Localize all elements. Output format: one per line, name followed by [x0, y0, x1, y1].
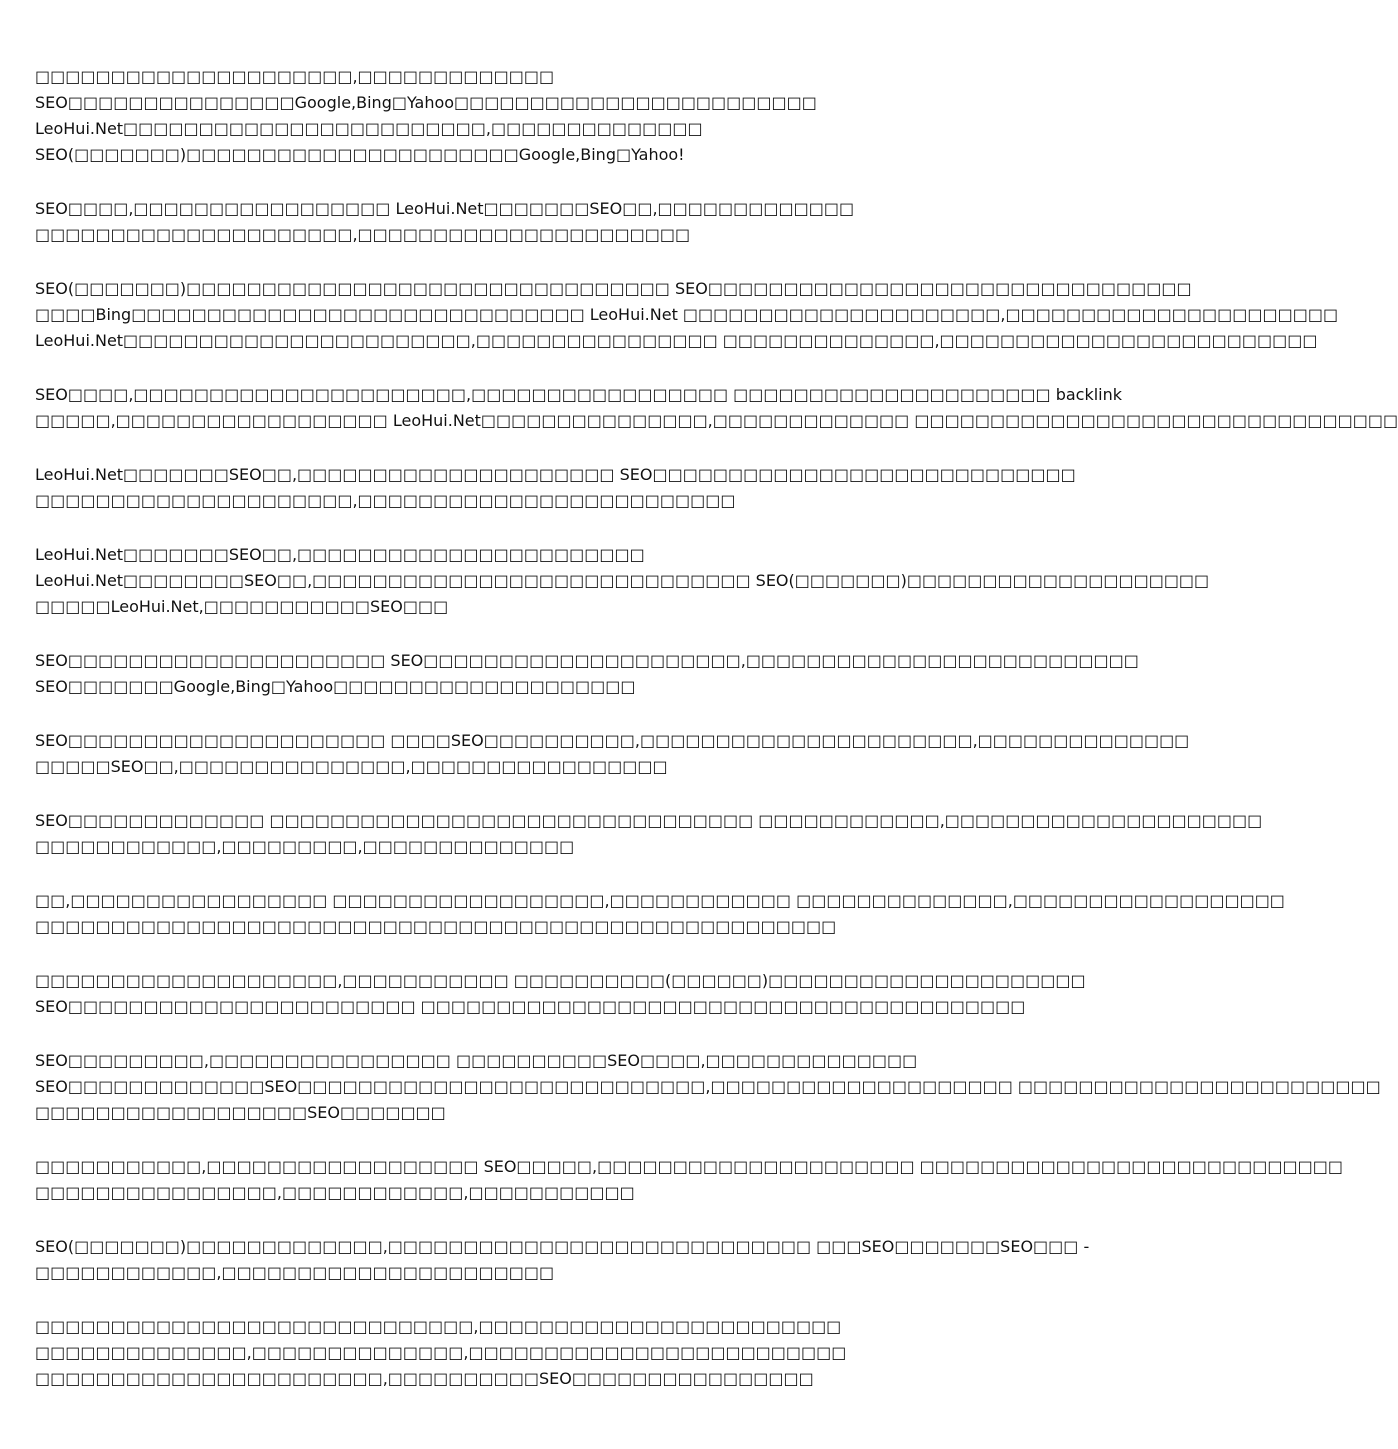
text-line: SEO(□□□□□□□)□□□□□□□□□□□□□□□□□□□□□□□□□□□□□□□□ SEO□□□□□□□□□□□□□□□□□□□□□□□□□□□□□□□□: [35, 279, 1192, 298]
text-line: SEO□□□□□□□□□□□□□□□□□□□□□ □□□□SEO□□□□□□□□□□,□□□□□□□□□□□□□□□□□□□□□□,□□□□□□□□□□□□□□: [35, 731, 1190, 750]
text-line: SEO(□□□□□□□)□□□□□□□□□□□□□□□□□□□□□□Google,Bing□Yahoo!: [35, 145, 685, 164]
text-line: □□□□□□□□□□□□□□,□□□□□□□□□□□□□□,□□□□□□□□□□□□□□□□□□□□□□□□□: [35, 1343, 847, 1362]
paragraph-5: [35, 462, 1076, 514]
text-line: □□□□□□□□□□□□□□□□□□□□□,□□□□□□□□□□□□□□□□□□□□□□□□□: [35, 491, 736, 510]
text-line: SEO□□□□□□□□□,□□□□□□□□□□□□□□□□ □□□□□□□□□□SEO□□□□,□□□□□□□□□□□□□□: [35, 1051, 918, 1070]
paragraph-1: [35, 64, 984, 168]
text-line: LeoHui.Net□□□□□□□□SEO□□,□□□□□□□□□□□□□□□□□□□□□□□□□□□□□ SEO(□□□□□□□)□□□□□□□□□□□□□□□□□□□□: [35, 571, 1210, 590]
text-line: LeoHui.Net□□□□□□□SEO□□,□□□□□□□□□□□□□□□□□□□□□□□: [35, 545, 645, 564]
text-line: SEO□□□□□□□□□□□□□□□□□□□□□□□ □□□□□□□□□□□□□□□□□□□□□□□□□□□□□□□□□□□□□□□□: [35, 997, 1026, 1016]
text-line: LeoHui.Net□□□□□□□SEO□□,□□□□□□□□□□□□□□□□□□□□□ SEO□□□□□□□□□□□□□□□□□□□□□□□□□□□□: [35, 465, 1076, 484]
text-line: □□□□□□□□□□□□□□□□□□□□□□□□□□□□□,□□□□□□□□□□□□□□□□□□□□□□□□: [35, 1317, 842, 1336]
text-line: □□□□□□□□□□□□□□□□□□□□□,□□□□□□□□□□□□□: [35, 67, 555, 86]
paragraph-12: [35, 1048, 1381, 1126]
text-line: □□□□□□□□□□□□□□□□□□□□,□□□□□□□□□□□ □□□□□□□□□□(□□□□□□)□□□□□□□□□□□□□□□□□□□□□: [35, 971, 1086, 990]
text-line: □□□□□SEO□□,□□□□□□□□□□□□□□□,□□□□□□□□□□□□□□□□□: [35, 757, 668, 776]
paragraph-13: [35, 1154, 1343, 1206]
text-line: □□□□□□□□□□□□□□□□□□□□□□□,□□□□□□□□□□SEO□□□□□□□□□□□□□□□□: [35, 1369, 814, 1388]
text-line: □□□□□□□□□□□□□□□□□□□□□,□□□□□□□□□□□□□□□□□□□□□□: [35, 225, 691, 244]
text-line: SEO□□□□□□□□□□□□□ □□□□□□□□□□□□□□□□□□□□□□□□□□□□□□□□ □□□□□□□□□□□□,□□□□□□□□□□□□□□□□□□□□□: [35, 811, 1263, 830]
text-line: □□□□□□□□□□□□,□□□□□□□□□□□□□□□□□□□□□□: [35, 1263, 555, 1282]
text-line: □□□□□□□□□□□□□□□□,□□□□□□□□□□□□,□□□□□□□□□□□: [35, 1183, 635, 1202]
paragraph-3: [35, 276, 1339, 354]
text-line: SEO□□□□,□□□□□□□□□□□□□□□□□ LeoHui.Net□□□□□□□SEO□□,□□□□□□□□□□□□□: [35, 199, 855, 218]
text-line: SEO□□□□,□□□□□□□□□□□□□□□□□□□□□□,□□□□□□□□□□□□□□□□□ □□□□□□□□□□□□□□□□□□□□□ backlink: [35, 385, 1123, 404]
paragraph-10: [35, 888, 1285, 940]
text-line: □□□□□,□□□□□□□□□□□□□□□□□□ LeoHui.Net□□□□□□□□□□□□□□□,□□□□□□□□□□□□□ □□□□□□□□□□□□□□□□□□□□□□□□□□□□□□□□: [35, 411, 1398, 430]
paragraph-14: [35, 1234, 1090, 1286]
text-line: SEO□□□□□□□□□□□□□SEO□□□□□□□□□□□□□□□□□□□□□□□□□□□,□□□□□□□□□□□□□□□□□□□□ □□□□□□□□□□□□□□□□□□□□□□□□: [35, 1077, 1381, 1096]
text-line: □□,□□□□□□□□□□□□□□□□□ □□□□□□□□□□□□□□□□□□,□□□□□□□□□□□□ □□□□□□□□□□□□□□,□□□□□□□□□□□□□□□□□□: [35, 891, 1285, 910]
paragraph-7: [35, 648, 1139, 700]
text-line: LeoHui.Net□□□□□□□□□□□□□□□□□□□□□□□,□□□□□□□□□□□□□□□□ □□□□□□□□□□□□□□,□□□□□□□□□□□□□□□□□□□□□□□□□: [35, 331, 1318, 350]
text-line: □□□□□LeoHui.Net,□□□□□□□□□□□SEO□□□: [35, 597, 449, 616]
paragraph-15: [35, 1314, 984, 1392]
paragraph-4: [35, 382, 1398, 434]
text-line: SEO□□□□□□□Google,Bing□Yahoo□□□□□□□□□□□□□□□□□□□□: [35, 677, 636, 696]
text-line: SEO(□□□□□□□)□□□□□□□□□□□□□,□□□□□□□□□□□□□□□□□□□□□□□□□□□□ □□□SEO□□□□□□□SEO□□□ -: [35, 1237, 1090, 1256]
paragraph-11: [35, 968, 1086, 1020]
text-line: SEO□□□□□□□□□□□□□□□Google,Bing□Yahoo□□□□□□□□□□□□□□□□□□□□□□□□: [35, 93, 817, 112]
text-line: LeoHui.Net□□□□□□□□□□□□□□□□□□□□□□□□,□□□□□□□□□□□□□□: [35, 119, 703, 138]
text-line: □□□□□□□□□□□□,□□□□□□□□□,□□□□□□□□□□□□□□: [35, 837, 575, 856]
paragraph-8: [35, 728, 1190, 780]
text-line: □□□□□□□□□□□□□□□□□□□□□□□□□□□□□□□□□□□□□□□□□□□□□□□□□□□□□: [35, 917, 837, 936]
text-line: □□□□Bing□□□□□□□□□□□□□□□□□□□□□□□□□□□□□□ LeoHui.Net □□□□□□□□□□□□□□□□□□□□□,□□□□□□□□□□□□□□□□□□□□□□: [35, 305, 1339, 324]
text-line: □□□□□□□□□□□□□□□□□□SEO□□□□□□□: [35, 1103, 446, 1122]
text-line: □□□□□□□□□□□,□□□□□□□□□□□□□□□□□□ SEO□□□□□,□□□□□□□□□□□□□□□□□□□□□ □□□□□□□□□□□□□□□□□□□□□□□□□□□□: [35, 1157, 1343, 1176]
text-line: SEO□□□□□□□□□□□□□□□□□□□□□ SEO□□□□□□□□□□□□□□□□□□□□□,□□□□□□□□□□□□□□□□□□□□□□□□□□: [35, 651, 1139, 670]
paragraph-6: [35, 542, 1210, 620]
paragraph-2: [35, 196, 984, 248]
paragraph-9: [35, 808, 1263, 860]
